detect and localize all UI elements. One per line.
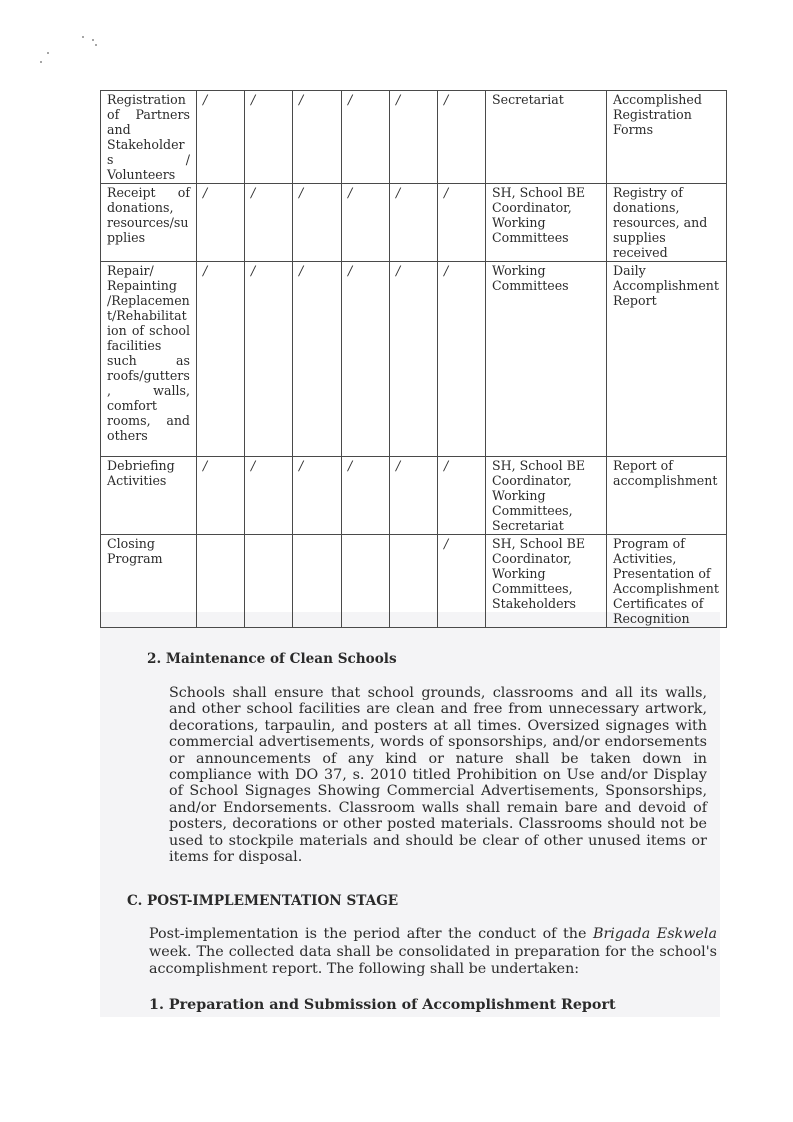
schedule-mark-cell: / [197, 457, 245, 535]
scan-speck [40, 61, 42, 63]
schedule-mark-cell: / [245, 262, 293, 457]
activity-cell: Receipt of donations, resources/supplies [101, 184, 197, 262]
post-text-start: Post-implementation is the period after the conduct of the [149, 926, 593, 942]
schedule-mark-cell [293, 535, 342, 628]
brigada-eskwela-text: Brigada Eskwela [592, 926, 717, 942]
schedule-mark-cell: / [438, 457, 486, 535]
schedule-mark-cell [390, 535, 438, 628]
schedule-mark-cell: / [197, 184, 245, 262]
schedule-mark-cell: / [342, 184, 390, 262]
output-cell: Report of accomplishment [607, 457, 727, 535]
scan-speck [95, 44, 97, 46]
activity-cell: Closing Program [101, 535, 197, 628]
table-row [101, 457, 727, 535]
schedule-mark-cell: / [245, 184, 293, 262]
schedule-mark-cell: / [245, 457, 293, 535]
schedule-mark-cell: / [342, 262, 390, 457]
table-row [101, 262, 727, 457]
schedule-mark-cell [245, 535, 293, 628]
paragraph-maintenance: Schools shall ensure that school grounds, classrooms and all its walls, and other school facilities are clean and free from unnecessary artwork, decorations, tarpaulin, and posters at all times. Oversized signages with commercial advertisements, words of sponsorships, and/or endorsements or announcements of any kind or nature shall be taken down in compliance with DO 37, s. 2010 titled Prohibition on Use and/or Display of School Signages Showing Commercial Advertisements, Sponsorships, and/or Endorsements. Classroom walls shall remain bare and devoid of posters, decorations or other posted materials. Classrooms should not be used to stockpile materials and should be clear of other unused items or items for disposal. [169, 685, 707, 866]
responsible-cell: SH, School BE Coordinator, Working Committees [486, 184, 607, 262]
activity-schedule-table [100, 90, 727, 628]
activity-cell: Repair/ Repainting /Replacement/Rehabilitation of school facilities such as roofs/gutters, walls, comfort rooms, and others [101, 262, 197, 457]
responsible-cell: Secretariat [486, 91, 607, 184]
schedule-mark-cell: / [245, 91, 293, 184]
scan-speck [92, 39, 94, 41]
schedule-mark-cell: / [390, 91, 438, 184]
schedule-mark-cell: / [197, 262, 245, 457]
heading-accomplishment-report: 1. Preparation and Submission of Accomplishment Report [149, 997, 616, 1013]
responsible-cell: SH, School BE Coordinator, Working Committees, Secretariat [486, 457, 607, 535]
responsible-cell: SH, School BE Coordinator, Working Committees, Stakeholders [486, 535, 607, 628]
schedule-mark-cell: / [390, 184, 438, 262]
schedule-mark-cell [197, 535, 245, 628]
schedule-mark-cell: / [342, 457, 390, 535]
table-body [101, 91, 727, 628]
activity-cell: Debriefing Activities [101, 457, 197, 535]
output-cell: Program of Activities, Presentation of Accomplishment Certificates of Recognition [607, 535, 727, 628]
schedule-mark-cell: / [390, 262, 438, 457]
heading-post-implementation: C. POST-IMPLEMENTATION STAGE [127, 893, 399, 909]
responsible-cell: Working Committees [486, 262, 607, 457]
schedule-mark-cell: / [438, 91, 486, 184]
schedule-mark-cell: / [293, 91, 342, 184]
schedule-mark-cell: / [438, 262, 486, 457]
activity-cell: Registration of Partners and Stakeholders / Volunteers [101, 91, 197, 184]
schedule-mark-cell: / [293, 184, 342, 262]
output-cell: Registry of donations, resources, and supplies received [607, 184, 727, 262]
schedule-mark-cell [342, 535, 390, 628]
scan-speck [47, 52, 49, 54]
schedule-mark-cell: / [293, 457, 342, 535]
output-cell: Accomplished Registration Forms [607, 91, 727, 184]
paragraph-post-implementation [149, 926, 717, 979]
schedule-mark-cell: / [293, 262, 342, 457]
table-row [101, 535, 727, 628]
post-text-end: week. The collected data shall be consolidated in preparation for the school's accomplishment report. The following shall be undertaken: [149, 943, 717, 977]
table-row [101, 91, 727, 184]
heading-maintenance: 2. Maintenance of Clean Schools [147, 651, 397, 667]
output-cell: Daily Accomplishment Report [607, 262, 727, 457]
schedule-mark-cell: / [197, 91, 245, 184]
schedule-mark-cell: / [438, 535, 486, 628]
schedule-mark-cell: / [438, 184, 486, 262]
scan-speck [82, 36, 84, 38]
schedule-mark-cell: / [390, 457, 438, 535]
schedule-mark-cell: / [342, 91, 390, 184]
table-row [101, 184, 727, 262]
